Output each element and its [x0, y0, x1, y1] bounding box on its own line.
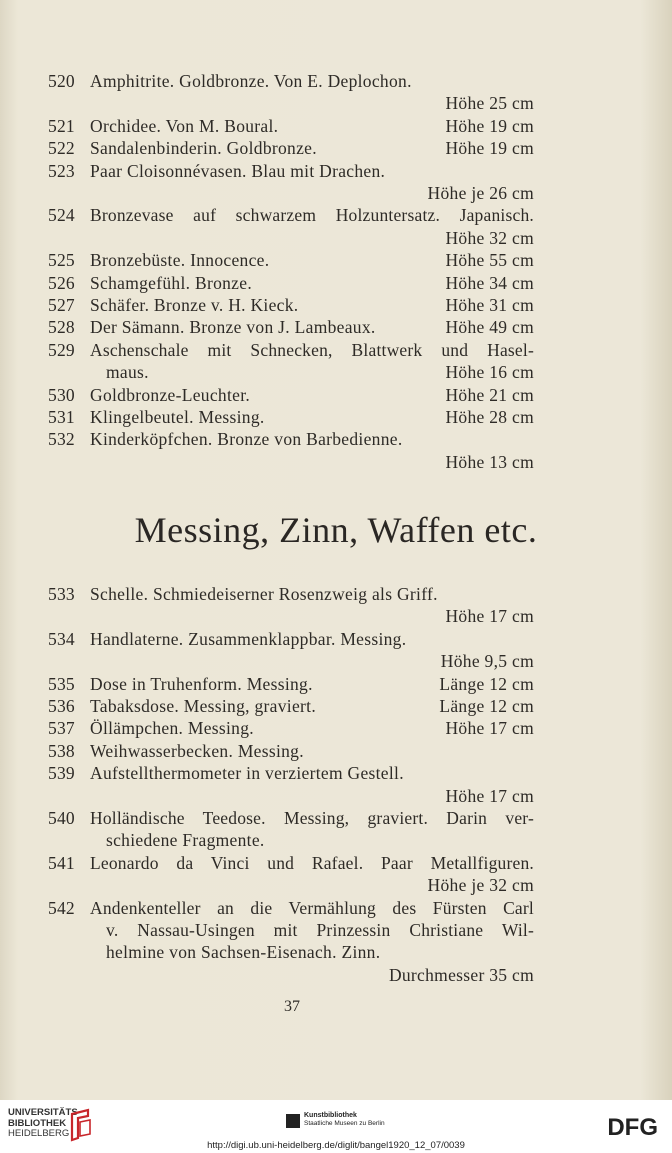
entry-description: Schäfer. Bronze v. H. Kieck.	[90, 295, 299, 315]
catalog-entry-line	[0, 406, 672, 428]
entry-number: 530	[48, 384, 75, 405]
entry-dimension: Höhe 28 cm	[445, 407, 534, 427]
entry-dimension: Höhe 13 cm	[445, 451, 534, 472]
entry-number: 538	[48, 740, 75, 761]
entry-number: 540	[48, 808, 75, 828]
page-number: 37	[284, 998, 300, 1015]
entry-dimension: Länge 12 cm	[439, 673, 534, 694]
entry-description: Aschenschale mit Schnecken, Blattwerk und Hasel-	[90, 339, 534, 360]
entry-dimension: Höhe 17 cm	[445, 718, 534, 739]
catalog-entry-line	[0, 451, 672, 473]
entry-dimension: Höhe 17 cm	[445, 785, 534, 806]
entry-number: 533	[48, 584, 75, 604]
entry-description: Sandalenbinderin. Goldbronze.	[90, 138, 317, 159]
catalog-entry-line	[0, 316, 672, 338]
entry-number: 528	[48, 317, 75, 338]
entry-number: 542	[48, 897, 75, 918]
footer-bar	[0, 1100, 672, 1153]
catalog-entry-line	[0, 272, 672, 294]
heidelberg-logo-icon	[68, 1108, 94, 1142]
entry-description: Aufstellthermometer in verziertem Gestell.	[90, 763, 404, 784]
entry-description: Weihwasserbecken. Messing.	[90, 740, 304, 761]
entry-description: Leonardo da Vinci und Rafael. Paar Metallfiguren.	[90, 852, 534, 873]
catalog-entry-line	[0, 762, 672, 784]
catalog-entry-line	[0, 70, 672, 92]
catalog-entry-line	[0, 204, 672, 226]
catalog-entry-line	[0, 227, 672, 249]
catalog-entry-line	[0, 740, 672, 762]
entry-dimension: Höhe 31 cm	[445, 295, 534, 315]
library-line-1: UNIVERSITÄTS-	[8, 1107, 81, 1118]
entry-number: 537	[48, 718, 75, 739]
entry-number: 521	[48, 115, 75, 136]
entry-dimension: Höhe 49 cm	[445, 317, 534, 338]
catalog-entry-line	[0, 919, 672, 941]
entry-number: 529	[48, 339, 75, 360]
entry-description: Goldbronze-Leuchter.	[90, 384, 251, 405]
catalog-entry-line	[0, 941, 672, 963]
entry-dimension: Höhe 25 cm	[445, 93, 534, 114]
entry-dimension: Länge 12 cm	[439, 696, 534, 716]
dfg-logo: DFG	[607, 1114, 658, 1141]
entry-dimension: Höhe 16 cm	[445, 362, 534, 383]
catalog-entry-line	[0, 137, 672, 159]
entry-number: 534	[48, 628, 75, 649]
entry-number: 525	[48, 250, 75, 271]
library-line-2: BIBLIOTHEK	[8, 1117, 67, 1129]
entry-description: Schelle. Schmiedeiserner Rosenzweig als Griff.	[90, 584, 438, 604]
catalog-entry-line	[0, 249, 672, 271]
entry-description: Kinderköpfchen. Bronze von Barbedienne.	[90, 429, 403, 450]
catalog-entry-line	[0, 964, 672, 986]
entry-description: Handlaterne. Zusammenklappbar. Messing.	[90, 628, 407, 649]
entry-number: 539	[48, 763, 75, 784]
kunstbibliothek-label	[304, 1112, 385, 1128]
catalog-entry-line	[0, 673, 672, 695]
catalog-entry-line	[0, 92, 672, 114]
entry-number: 531	[48, 407, 75, 427]
catalog-entry-line	[0, 115, 672, 137]
entry-description: Holländische Teedose. Messing, graviert. Darin ver-	[90, 808, 534, 828]
catalog-entry-line	[0, 628, 672, 650]
catalog-entry-line	[0, 717, 672, 739]
entry-dimension: Höhe je 26 cm	[427, 183, 534, 203]
section-heading: Messing, Zinn, Waffen etc.	[134, 510, 538, 550]
entry-number: 520	[48, 71, 75, 91]
entry-description: v. Nassau-Usingen mit Prinzessin Christiane Wil-	[106, 920, 534, 940]
entry-dimension: Höhe 9,5 cm	[440, 651, 534, 672]
catalog-entry-line	[0, 361, 672, 383]
entry-number: 527	[48, 295, 75, 315]
entry-description: Dose in Truhenform. Messing.	[90, 673, 313, 694]
entry-description: Tabaksdose. Messing, graviert.	[90, 696, 316, 716]
entry-dimension: Höhe 19 cm	[445, 138, 534, 159]
catalog-entry-line	[0, 294, 672, 316]
catalog-entry-line	[0, 897, 672, 919]
entry-dimension: Höhe je 32 cm	[427, 875, 534, 896]
entry-description: Orchidee. Von M. Boural.	[90, 115, 279, 136]
entry-dimension: Durchmesser 35 cm	[388, 964, 534, 985]
entry-dimension: Höhe 17 cm	[445, 606, 534, 627]
entry-description: maus.	[106, 362, 149, 383]
catalog-entry-line	[0, 339, 672, 361]
entry-description: Bronzevase auf schwarzem Holzuntersatz. Japanisch.	[90, 205, 534, 226]
entry-dimension: Höhe 34 cm	[445, 272, 534, 293]
source-url-link[interactable]: http://digi.ub.uni-heidelberg.de/diglit/bangel1920_12_07/0039	[207, 1140, 465, 1151]
entry-dimension: Höhe 55 cm	[445, 250, 534, 271]
library-line-3: HEIDELBERG	[8, 1128, 70, 1139]
entry-number: 522	[48, 138, 75, 159]
entry-description: Bronzebüste. Innocence.	[90, 250, 270, 271]
kunstbibliothek-title: Kunstbibliothek	[304, 1112, 357, 1119]
entry-description: Amphitrite. Goldbronze. Von E. Deplochon.	[90, 71, 412, 91]
catalog-entry-line	[0, 650, 672, 672]
entry-description: schiedene Fragmente.	[106, 830, 265, 851]
entry-number: 536	[48, 696, 75, 716]
catalog-entry-line	[0, 807, 672, 829]
entry-dimension: Höhe 19 cm	[445, 115, 534, 136]
entry-number: 532	[48, 429, 75, 450]
entry-number: 526	[48, 272, 75, 293]
catalog-entry-line	[0, 605, 672, 627]
catalog-entry-line	[0, 160, 672, 182]
catalog-entry-line	[0, 852, 672, 874]
entry-description: Schamgefühl. Bronze.	[90, 272, 252, 293]
catalog-entry-line	[0, 829, 672, 851]
catalog-entry-line	[0, 874, 672, 896]
catalog-entry-line	[0, 695, 672, 717]
kunstbibliothek-logo-icon	[286, 1114, 300, 1128]
entry-description: Paar Cloisonnévasen. Blau mit Drachen.	[90, 160, 386, 181]
catalog-entry-line	[0, 182, 672, 204]
entry-number: 523	[48, 160, 75, 181]
entry-number: 535	[48, 673, 75, 694]
entry-number: 541	[48, 852, 75, 873]
entry-description: Klingelbeutel. Messing.	[90, 407, 265, 427]
kunstbibliothek-subtitle: Staatliche Museen zu Berlin	[304, 1120, 385, 1127]
entry-description: Andenkenteller an die Vermählung des Fürsten Carl	[90, 897, 534, 918]
entry-dimension: Höhe 21 cm	[445, 384, 534, 405]
entry-description: helmine von Sachsen-Eisenach. Zinn.	[106, 942, 381, 963]
catalog-entry-line	[0, 428, 672, 450]
catalog-entry-line	[0, 785, 672, 807]
entry-description: Der Sämann. Bronze von J. Lambeaux.	[90, 317, 376, 338]
entry-description: Öllämpchen. Messing.	[90, 718, 254, 739]
catalog-entry-line	[0, 583, 672, 605]
catalog-entry-line	[0, 384, 672, 406]
entry-number: 524	[48, 205, 75, 226]
entry-dimension: Höhe 32 cm	[445, 227, 534, 248]
